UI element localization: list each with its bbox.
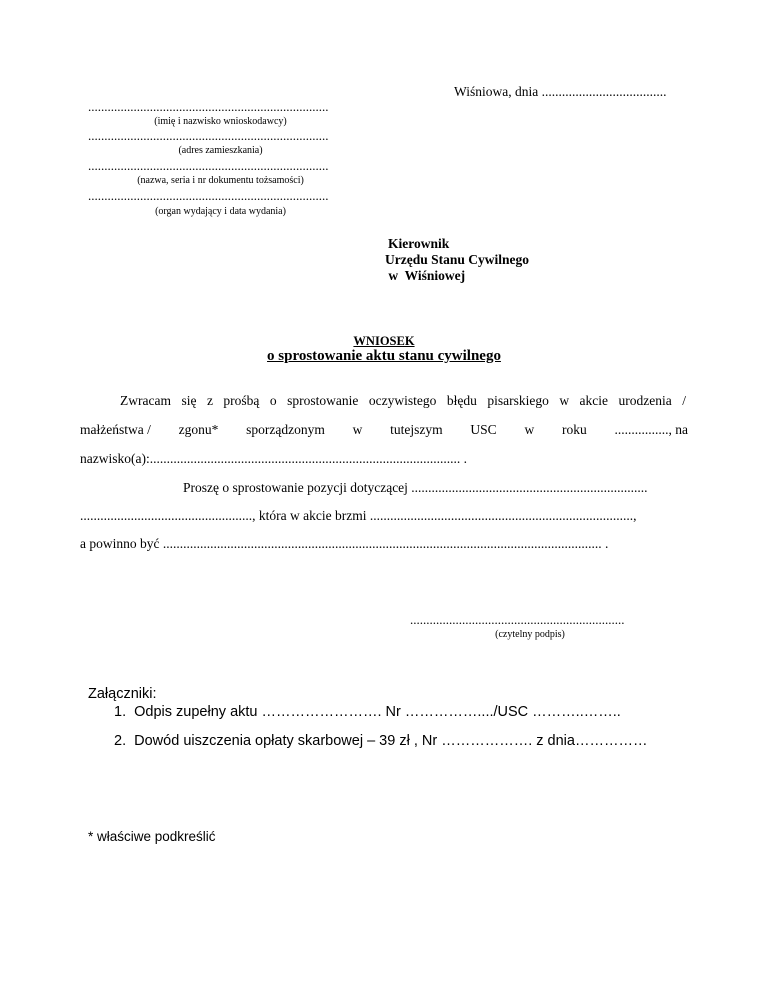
applicant-issuer-line[interactable]: .......................................................................... xyxy=(88,188,329,203)
addressee-line-1: Kierownik xyxy=(388,236,450,251)
attachments-heading: Załączniki: xyxy=(88,686,157,702)
applicant-id-line[interactable]: .......................................................................... xyxy=(88,158,329,173)
place-date-line: Wiśniowa, dnia ..................................... xyxy=(454,84,667,99)
addressee-line-2: Urzędu Stanu Cywilnego xyxy=(385,252,530,267)
applicant-id-label: (nazwa, seria i nr dokumentu tożsamości) xyxy=(137,175,304,186)
body-paragraph-request: Proszę o sprostowanie pozycji dotyczącej ...................................................................... xyxy=(183,480,648,495)
signature-line[interactable]: .................................................................. xyxy=(410,612,625,627)
applicant-address-line[interactable]: .......................................................................... xyxy=(88,128,329,143)
body-paragraph-line-1: Zwracam się z prośbą o sprostowanie oczywistego błędu pisarskiego w akcie urodzenia / xyxy=(120,393,686,408)
attachment-item-2: 2. Dowód uiszczenia opłaty skarbowej – 39 zł , Nr ………………. z dnia…………… xyxy=(114,733,648,749)
applicant-name-label: (imię i nazwisko wnioskodawcy) xyxy=(154,116,287,127)
document-title: WNIOSEK xyxy=(353,334,415,348)
body-paragraph-line-2: małżeństwa / zgonu* sporządzonym w tutejszym USC w roku ................, na xyxy=(80,422,688,437)
footnote: * właściwe podkreślić xyxy=(88,829,216,844)
body-paragraph-correct: a powinno być .................................................................................................................................. . xyxy=(80,536,609,551)
document-subtitle: o sprostowanie aktu stanu cywilnego xyxy=(267,348,501,364)
attachment-item-1: 1. Odpis zupełny aktu ……………………. Nr ……………..../USC ………..…….. xyxy=(114,704,621,720)
body-paragraph-current: ..................................................., która w akcie brzmi .............................................................................., xyxy=(80,508,637,523)
applicant-issuer-label: (organ wydający i data wydania) xyxy=(155,206,286,217)
addressee-line-3: w Wiśniowej xyxy=(385,268,466,283)
body-paragraph-surname: nazwisko(a):............................................................................................ . xyxy=(80,451,467,466)
applicant-name-line[interactable]: .......................................................................... xyxy=(88,99,329,114)
signature-label: (czytelny podpis) xyxy=(495,629,565,640)
applicant-address-label: (adres zamieszkania) xyxy=(178,145,263,156)
